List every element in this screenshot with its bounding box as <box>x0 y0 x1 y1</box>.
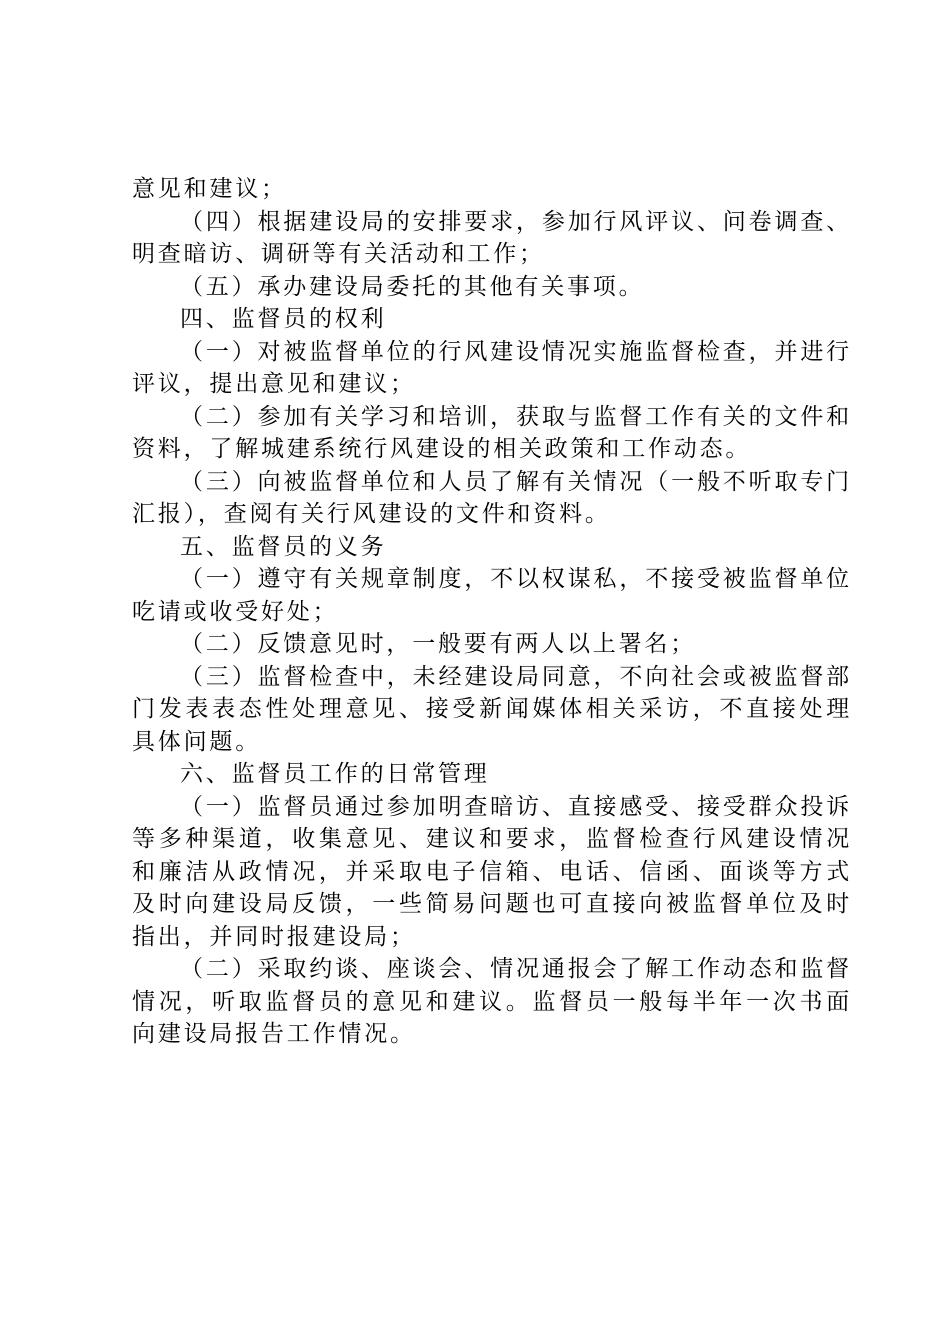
paragraph-item-4: （四）根据建设局的安排要求，参加行风评议、问卷调查、明查暗访、调研等有关活动和工作； <box>132 208 852 267</box>
paragraph-duties-1: （一）遵守有关规章制度，不以权谋私，不接受被监督单位吃请或收受好处； <box>132 566 852 625</box>
paragraph-rights-1: （一）对被监督单位的行风建设情况实施监督检查，并进行评议，提出意见和建议； <box>132 338 852 397</box>
document-body <box>132 173 852 1051</box>
paragraph-item-5: （五）承办建设局委托的其他有关事项。 <box>180 273 645 300</box>
paragraph-rights-2: （二）参加有关学习和培训，获取与监督工作有关的文件和资料，了解城建系统行风建设的相关政策和工作动态。 <box>132 403 852 462</box>
paragraph-duties-2: （二）反馈意见时，一般要有两人以上署名； <box>180 631 696 657</box>
paragraph-rights-3: （三）向被监督单位和人员了解有关情况（一般不听取专门汇报），查阅有关行风建设的文件和资料。 <box>132 468 852 527</box>
section-heading-management: 六、监督员工作的日常管理 <box>180 761 490 787</box>
paragraph-management-2: （二）采取约谈、座谈会、情况通报会了解工作动态和监督情况，听取监督员的意见和建议。监督员一般每半年一次书面向建设局报告工作情况。 <box>132 956 852 1047</box>
paragraph-continuation: 意见和建议； <box>132 176 287 202</box>
section-heading-rights: 四、监督员的权利 <box>180 306 387 332</box>
section-heading-duties: 五、监督员的义务 <box>180 533 387 560</box>
paragraph-management-1: （一）监督员通过参加明查暗访、直接感受、接受群众投诉等多种渠道，收集意见、建议和要求，监督检查行风建设情况和廉洁从政情况，并采取电子信箱、电话、信函、面谈等方式及时向建设局反馈，一些简易问题也可直接向被监督单位及时指出，并同时报建设局； <box>132 793 852 950</box>
paragraph-duties-3: （三）监督检查中，未经建设局同意，不向社会或被监督部门发表表态性处理意见、接受新闻媒体相关采访，不直接处理具体问题。 <box>132 663 852 755</box>
